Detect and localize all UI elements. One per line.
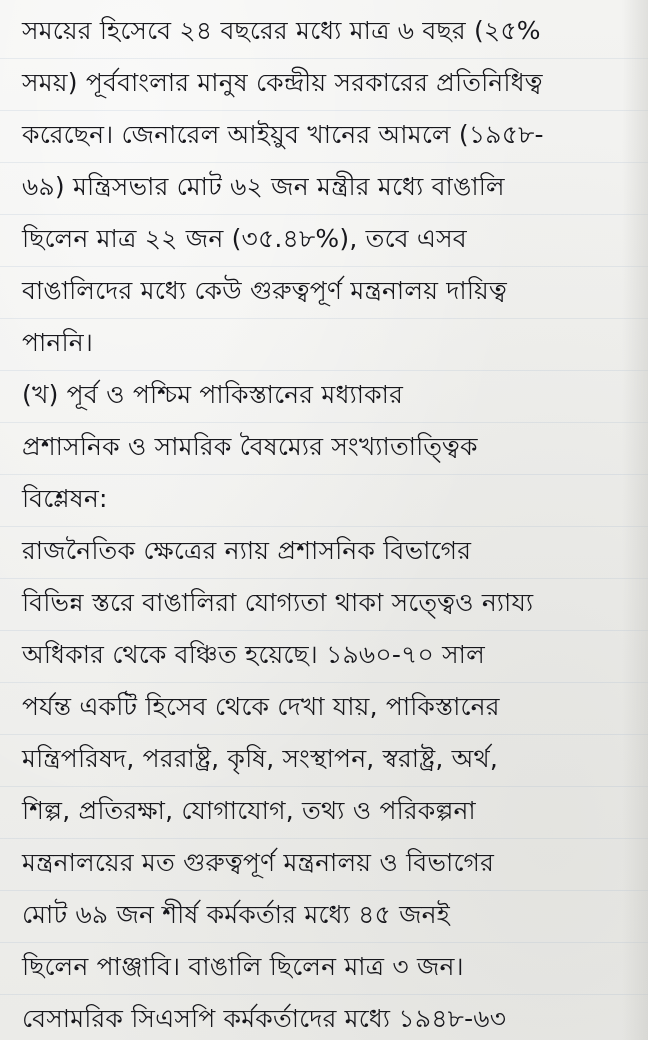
paper-rule	[0, 838, 648, 839]
page-edge-shadow	[622, 0, 648, 1040]
paper-rule	[0, 786, 648, 787]
text-line: সময়ের হিসেবে ২৪ বছরের মধ্যে মাত্র ৬ বছর (২৫%	[22, 16, 541, 45]
paper-rule	[0, 214, 648, 215]
paper-rule	[0, 630, 648, 631]
paper-rule	[0, 474, 648, 475]
text-line: বেসামরিক সিএসপি কর্মকর্তাদের মধ্যে ১৯৪৮-৬৩	[22, 1004, 507, 1033]
paper-rule	[0, 734, 648, 735]
section-heading: (খ) পূর্ব ও পশ্চিম পাকিস্তানের মধ্যাকার	[22, 380, 404, 409]
paper-rule	[0, 526, 648, 527]
text-line: অধিকার থেকে বঞ্চিত হয়েছে। ১৯৬০-৭০ সাল	[22, 640, 485, 669]
paper-rule	[0, 266, 648, 267]
paper-rule	[0, 58, 648, 59]
text-line: ছিলেন মাত্র ২২ জন (৩৫.৪৮%), তবে এসব	[22, 224, 467, 253]
paper-rule	[0, 370, 648, 371]
text-line: মোট ৬৯ জন শীর্ষ কর্মকর্তার মধ্যে ৪৫ জনই	[22, 900, 450, 929]
paper-rule	[0, 682, 648, 683]
paper-rule	[0, 942, 648, 943]
paper-rule	[0, 994, 648, 995]
paper-rule	[0, 890, 648, 891]
paper-rule	[0, 318, 648, 319]
text-line: রাজনৈতিক ক্ষেত্রের ন্যায় প্রশাসনিক বিভাগের	[22, 536, 472, 565]
text-line: ছিলেন পাঞ্জাবি। বাঙালি ছিলেন মাত্র ৩ জন।	[22, 952, 464, 981]
paper-rule	[0, 578, 648, 579]
text-line: মন্ত্রনালয়ের মত গুরুত্বপূর্ণ মন্ত্রনালয় ও বিভাগের	[22, 848, 495, 877]
paper-rule	[0, 162, 648, 163]
text-line: ৬৯) মন্ত্রিসভার মোট ৬২ জন মন্ত্রীর মধ্যে বাঙালি	[22, 172, 505, 201]
paper-rule	[0, 422, 648, 423]
section-heading: বিশ্লেষন:	[22, 484, 108, 513]
text-line: পাননি।	[22, 328, 93, 357]
text-line: সময়) পূর্ববাংলার মানুষ কেন্দ্রীয় সরকারের প্রতিনিধিত্ব	[22, 68, 543, 97]
text-line: করেছেন। জেনারেল আইয়ুব খানের আমলে (১৯৫৮-	[22, 120, 544, 149]
text-line: মন্ত্রিপরিষদ, পররাষ্ট্র, কৃষি, সংস্থাপন, স্বরাষ্ট্র, অর্থ,	[22, 744, 499, 773]
text-line: বিভিন্ন স্তরে বাঙালিরা যোগ্যতা থাকা সত্ত্বেও ন্যায্য	[22, 588, 534, 617]
text-line: বাঙালিদের মধ্যে কেউ গুরুত্বপূর্ণ মন্ত্রনালয় দায়িত্ব	[22, 276, 507, 305]
text-line: শিল্প, প্রতিরক্ষা, যোগাযোগ, তথ্য ও পরিকল্পনা	[22, 796, 476, 825]
text-line: পর্যন্ত একটি হিসেব থেকে দেখা যায়, পাকিস্তানের	[22, 692, 500, 721]
section-heading: প্রশাসনিক ও সামরিক বৈষম্যের সংখ্যাতাত্ত্বিক	[22, 432, 478, 461]
paper-rule	[0, 110, 648, 111]
